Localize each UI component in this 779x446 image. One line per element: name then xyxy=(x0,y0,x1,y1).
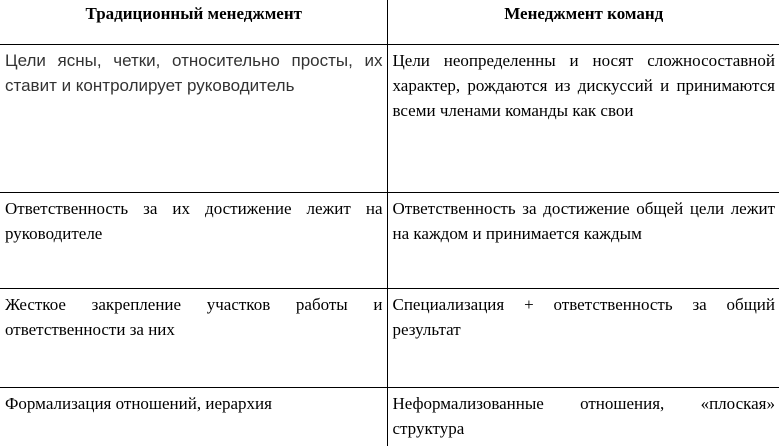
cell-traditional-goals: Цели ясны, четки, относительно просты, их ставит и контролирует руководитель xyxy=(0,44,387,192)
table-row xyxy=(0,44,779,192)
header-team-management: Менеджмент команд xyxy=(387,0,779,44)
cell-traditional-responsibility: Ответственность за их достижение лежит на руководителе xyxy=(0,192,387,288)
cell-traditional-relations: Формализация отношений, иерархия xyxy=(0,387,387,446)
table-row xyxy=(0,387,779,446)
header-row xyxy=(0,0,779,44)
header-traditional-management: Традиционный менеджмент xyxy=(0,0,387,44)
cell-team-responsibility: Ответственность за достижение общей цели лежит на каждом и принимается каждым xyxy=(387,192,779,288)
cell-team-goals: Цели неопределенны и носят сложносоставной характер, рождаются из дискуссий и принимаются всеми членами команды как свои xyxy=(387,44,779,192)
cell-team-specialization: Специализация + ответственность за общий результат xyxy=(387,288,779,387)
table-row xyxy=(0,288,779,387)
cell-traditional-assignment: Жесткое закрепление участков работы и ответственности за них xyxy=(0,288,387,387)
cell-team-relations: Неформализованные отношения, «плоская» структура xyxy=(392,393,775,438)
table-row xyxy=(0,192,779,288)
